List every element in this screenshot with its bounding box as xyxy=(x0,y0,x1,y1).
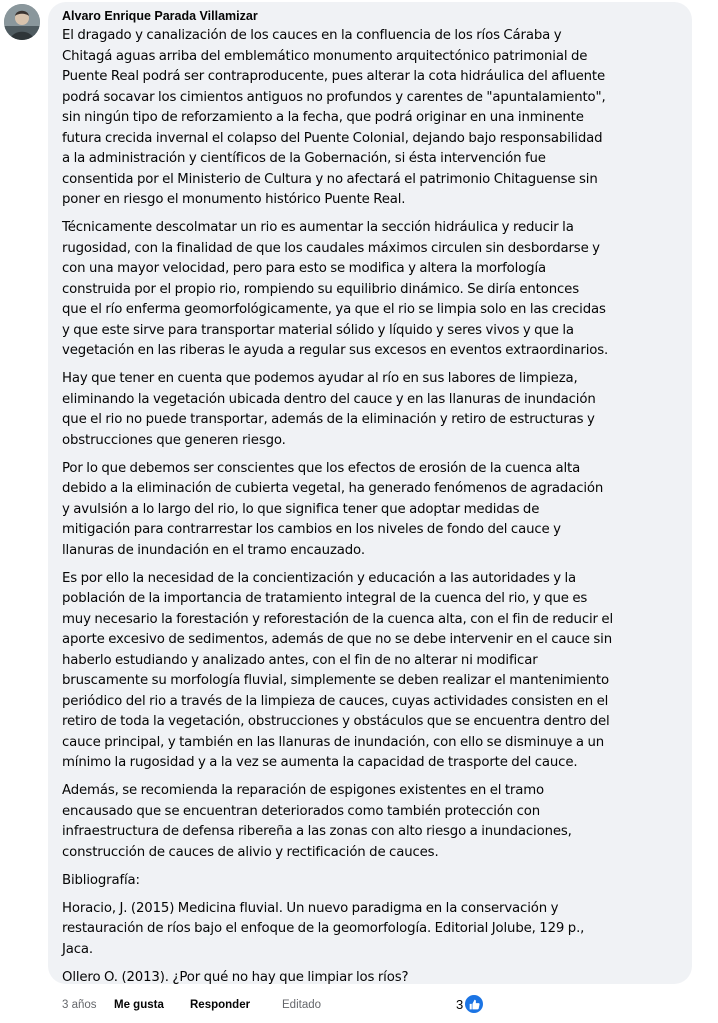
comment-text-line: encausado que se encuentran deteriorados como también protección con xyxy=(62,803,541,819)
comment-paragraph xyxy=(62,781,684,863)
comment-text-line: retiro de toda la vegetación, obstrucciones y obstáculos que se encuentra dentro del xyxy=(62,714,610,729)
comment-text-line: llanuras de inundación en el tramo encauzado. xyxy=(62,542,365,558)
comment-text-line: Chitagá aguas arriba del emblemático monumento arquitectónico patrimonial de xyxy=(62,48,588,64)
comment-text-line: con una mayor velocidad, pero para esto se modifica y altera la morfología xyxy=(62,261,547,276)
comment-text-line: Por lo que debemos ser conscientes que los efectos de erosión de la cuenca alta xyxy=(62,460,581,476)
comment-text-line: y avulsión a lo largo del rio, lo que significa tener que adoptar medidas de xyxy=(62,501,540,517)
comment-text-line: periódico del rio a través de la limpieza de cauces, cuyas actividades consisten en el xyxy=(62,693,609,709)
reply-button[interactable]: Responder xyxy=(190,999,251,1011)
comment-paragraph xyxy=(62,26,684,211)
avatar[interactable] xyxy=(4,4,40,40)
reaction-summary[interactable] xyxy=(456,994,484,1014)
comment-text-line: rugosidad, con la finalidad de que los caudales máximos circulen sin desbordarse y xyxy=(62,240,600,256)
comment-paragraph xyxy=(62,459,684,562)
comment-text-line: cauce principal, y también en las llanuras de inundación, con ello se disminuye a un xyxy=(62,734,605,750)
comment-text-line: bruscamente su morfología fluvial, simplemente se deben realizar el mantenimiento xyxy=(62,673,609,688)
comment-text-line: El dragado y canalización de los cauces en la confluencia de los ríos Cáraba y xyxy=(62,28,562,43)
comment-text-line: Bibliografía: xyxy=(62,872,140,888)
comment-text-line: mitigación para contrarrestar los cambios en los niveles de fondo del cauce y xyxy=(62,522,561,537)
comment-text-line: mínimo la rugosidad y a la vez se aumenta la capacidad de trasporte del cauce. xyxy=(62,755,578,770)
comment-text-line: obstrucciones que generen riesgo. xyxy=(62,432,286,448)
comment-text-line: Además, se recomienda la reparación de espigones existentes en el tramo xyxy=(62,783,545,798)
comment-text-line: podrá socavar los cimientos antiguos no profundos y carentes de "apuntalamiento", xyxy=(62,89,606,105)
comment-text-line: vegetación en las riberas le ayuda a regular sus excesos en eventos extraordinarios. xyxy=(62,343,609,358)
comment-text-line: eliminando la vegetación ubicada dentro del cauce y en las llanuras de inundación xyxy=(62,391,596,407)
like-thumb-icon xyxy=(464,994,484,1014)
comment-body xyxy=(62,26,684,984)
comment-text-line: población de la importancia de tratamiento integral de la cuenca del rio, y que es xyxy=(62,591,588,606)
edited-label: Editado xyxy=(282,999,322,1011)
comment-text-line: y que este sirve para transportar material sólido y líquido y seres vivos y que la xyxy=(62,322,574,338)
comment-text-line: Hay que tener en cuenta que podemos ayudar al río en sus labores de limpieza, xyxy=(62,371,578,386)
comment-bubble xyxy=(48,2,692,984)
comment-text-line: construcción de cauces de alivio y rectificación de cauces. xyxy=(62,844,439,860)
comment-text-line: infraestructura de defensa ribereña a las zonas con alto riesgo a inundaciones, xyxy=(62,824,572,839)
comment-paragraph xyxy=(62,968,684,985)
comment-text-line: sin ningún tipo de reforzamiento a la fecha, que podrá originar en una inminente xyxy=(62,110,584,125)
comment-text-line: consentida por el Ministerio de Cultura y no afectará el patrimonio Chitaguense sin xyxy=(62,171,598,187)
comment-text-line: futura crecida invernal el colapso del Puente Colonial, dejando bajo responsabilidad xyxy=(62,130,603,146)
comment-text-line: a la administración y científicos de la Gobernación, si ésta intervención fue xyxy=(62,151,546,166)
comment-timestamp[interactable]: 3 años xyxy=(62,999,97,1011)
comment-paragraph xyxy=(62,899,684,961)
comment-footer xyxy=(62,996,702,1014)
comment-paragraph xyxy=(62,369,684,451)
comment-text-line: Ollero O. (2013). ¿Por qué no hay que limpiar los ríos? xyxy=(62,969,409,984)
comment-text-line: aporte excesivo de sedimentos, además de que no se debe intervenir en el cauce sin xyxy=(62,632,612,647)
comment-paragraph xyxy=(62,218,684,362)
comment-text-line: construida por el propio rio, rompiendo su equilibrio dinámico. Se diría entonces xyxy=(62,281,579,297)
comment-text-line: muy necesario la forestación y reforestación de la cuenca alta, con el fin de reducir el xyxy=(62,611,613,627)
like-button[interactable]: Me gusta xyxy=(114,999,164,1011)
comment-text-line: poner en riesgo el monumento histórico Puente Real. xyxy=(62,192,406,207)
comment-text-line: restauración de ríos bajo el enfoque de la geomorfología. Editorial Jolube, 129 p., xyxy=(62,921,585,936)
user-avatar-photo xyxy=(4,4,40,40)
comment-text-line: que el rio no puede transportar, además de la eliminación y retiro de estructuras y xyxy=(62,412,595,427)
comment-text-line: debido a la eliminación de cubierta vegetal, ha generado fenómenos de agradación xyxy=(62,481,604,496)
comment-author[interactable]: Alvaro Enrique Parada Villamizar xyxy=(62,9,258,23)
comment-text-line: Técnicamente descolmatar un rio es aumentar la sección hidráulica y reducir la xyxy=(62,220,574,235)
comment-text-line: que el río enferma geomorfológicamente, ya que el rio se limpia solo en las crecidas xyxy=(62,302,606,317)
comment-paragraph xyxy=(62,871,684,892)
comment-text-line: Horacio, J. (2015) Medicina fluvial. Un nuevo paradigma en la conservación y xyxy=(62,900,559,916)
comment-paragraph xyxy=(62,569,684,774)
comment-text-line: Es por ello la necesidad de la concientización y educación a las autoridades y la xyxy=(62,570,577,586)
reaction-count: 3 xyxy=(456,996,464,1012)
comment-text-line: Puente Real podrá ser contraproducente, pues alterar la cota hidráulica del afluente xyxy=(62,69,606,84)
comment-text-line: Jaca. xyxy=(62,941,94,957)
comment-text-line: haberlo estudiando y analizado antes, con el fin de no alterar ni modificar xyxy=(62,652,538,668)
